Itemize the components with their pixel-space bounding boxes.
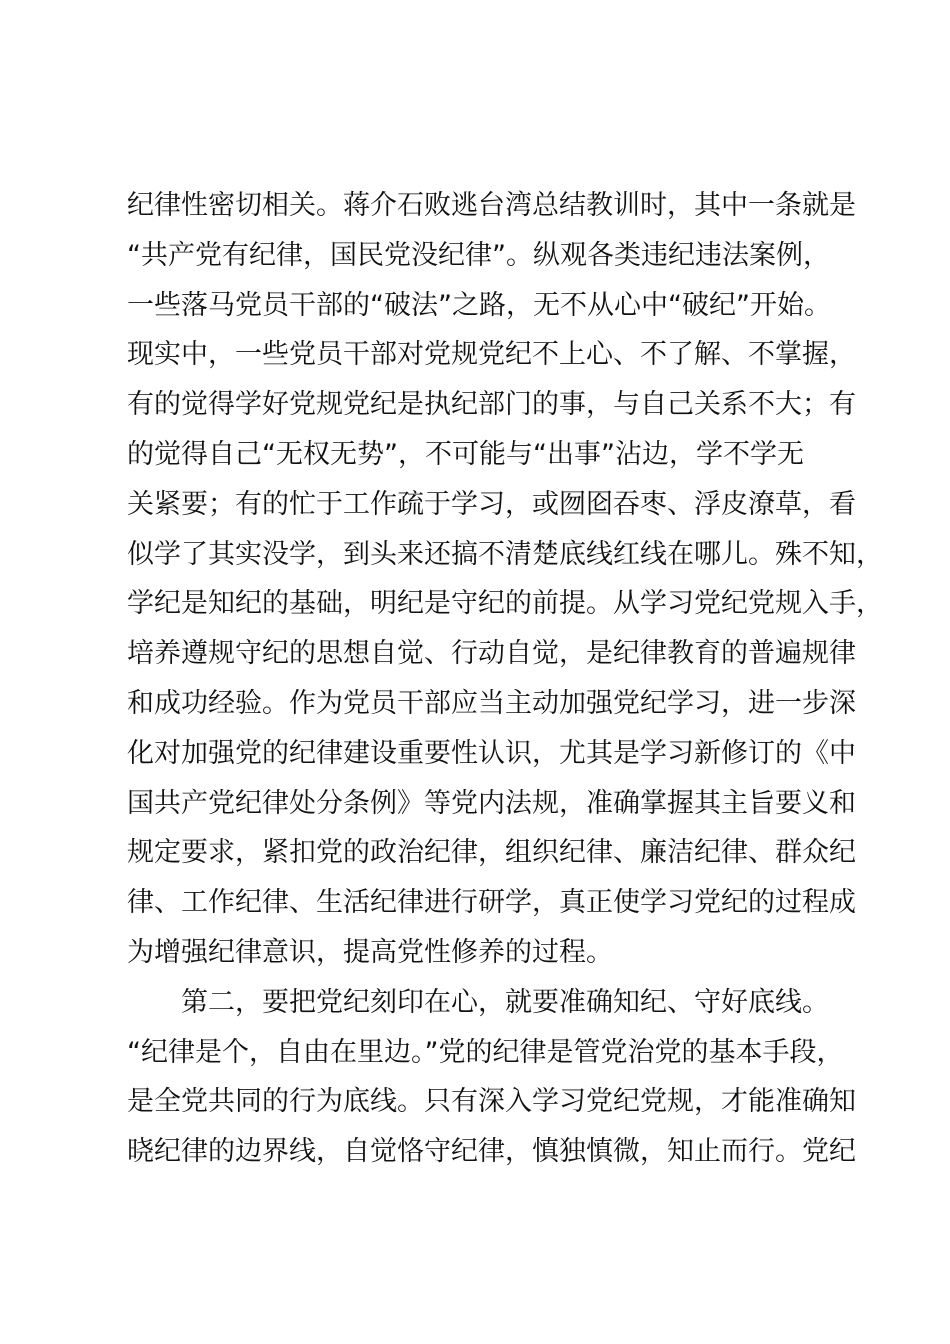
text-line: 晓纪律的边界线，自觉恪守纪律，慎独慎微，知止而行。党纪 xyxy=(127,1136,856,1168)
text-line: 学纪是知纪的基础，明纪是守纪的前提。从学习党纪党规入手， xyxy=(127,588,883,620)
text-line: 规定要求，紧扣党的政治纪律，组织纪律、廉洁纪律、群众纪 xyxy=(127,837,856,869)
text-line: 有的觉得学好党规党纪是执纪部门的事，与自己关系不大；有 xyxy=(127,389,856,421)
text-line: 的觉得自己“无权无势”，不可能与“出事”沾边，学不学无 xyxy=(127,438,804,470)
text-line: 是全党共同的行为底线。只有深入学习党纪党规，才能准确知 xyxy=(127,1086,856,1118)
text-line: 为增强纪律意识，提高党性修养的过程。 xyxy=(127,936,613,968)
paragraph-start-line: 第二，要把党纪刻印在心，就要准确知纪、守好底线。 xyxy=(127,986,829,1018)
text-line: 国共产党纪律处分条例》等党内法规，准确掌握其主旨要义和 xyxy=(127,787,856,819)
text-line: 纪律性密切相关。蒋介石败逃台湾总结教训时，其中一条就是 xyxy=(127,190,856,221)
text-line: 一些落马党员干部的“破法”之路，无不从心中“破纪”开始。 xyxy=(127,289,831,321)
text-line: 似学了其实没学，到头来还搞不清楚底线红线在哪儿。殊不知， xyxy=(127,538,883,570)
text-line: 和成功经验。作为党员干部应当主动加强党纪学习，进一步深 xyxy=(127,687,856,719)
body-text xyxy=(127,181,883,1177)
text-line: “纪律是个，自由在里边。”党的纪律是管党治党的基本手段， xyxy=(127,1036,844,1068)
text-line: 现实中，一些党员干部对党规党纪不上心、不了解、不掌握， xyxy=(127,339,856,371)
text-line: 培养遵规守纪的思想自觉、行动自觉，是纪律教育的普遍规律 xyxy=(127,638,856,670)
text-line: 律、工作纪律、生活纪律进行研学，真正使学习党纪的过程成 xyxy=(127,887,856,919)
text-line: 关紧要；有的忙于工作疏于学习，或囫囵吞枣、浮皮潦草，看 xyxy=(127,488,856,520)
text-line: “共产党有纪律，国民党没纪律”。纵观各类违纪违法案例， xyxy=(127,239,830,271)
text-line: 化对加强党的纪律建设重要性认识，尤其是学习新修订的《中 xyxy=(127,737,856,769)
